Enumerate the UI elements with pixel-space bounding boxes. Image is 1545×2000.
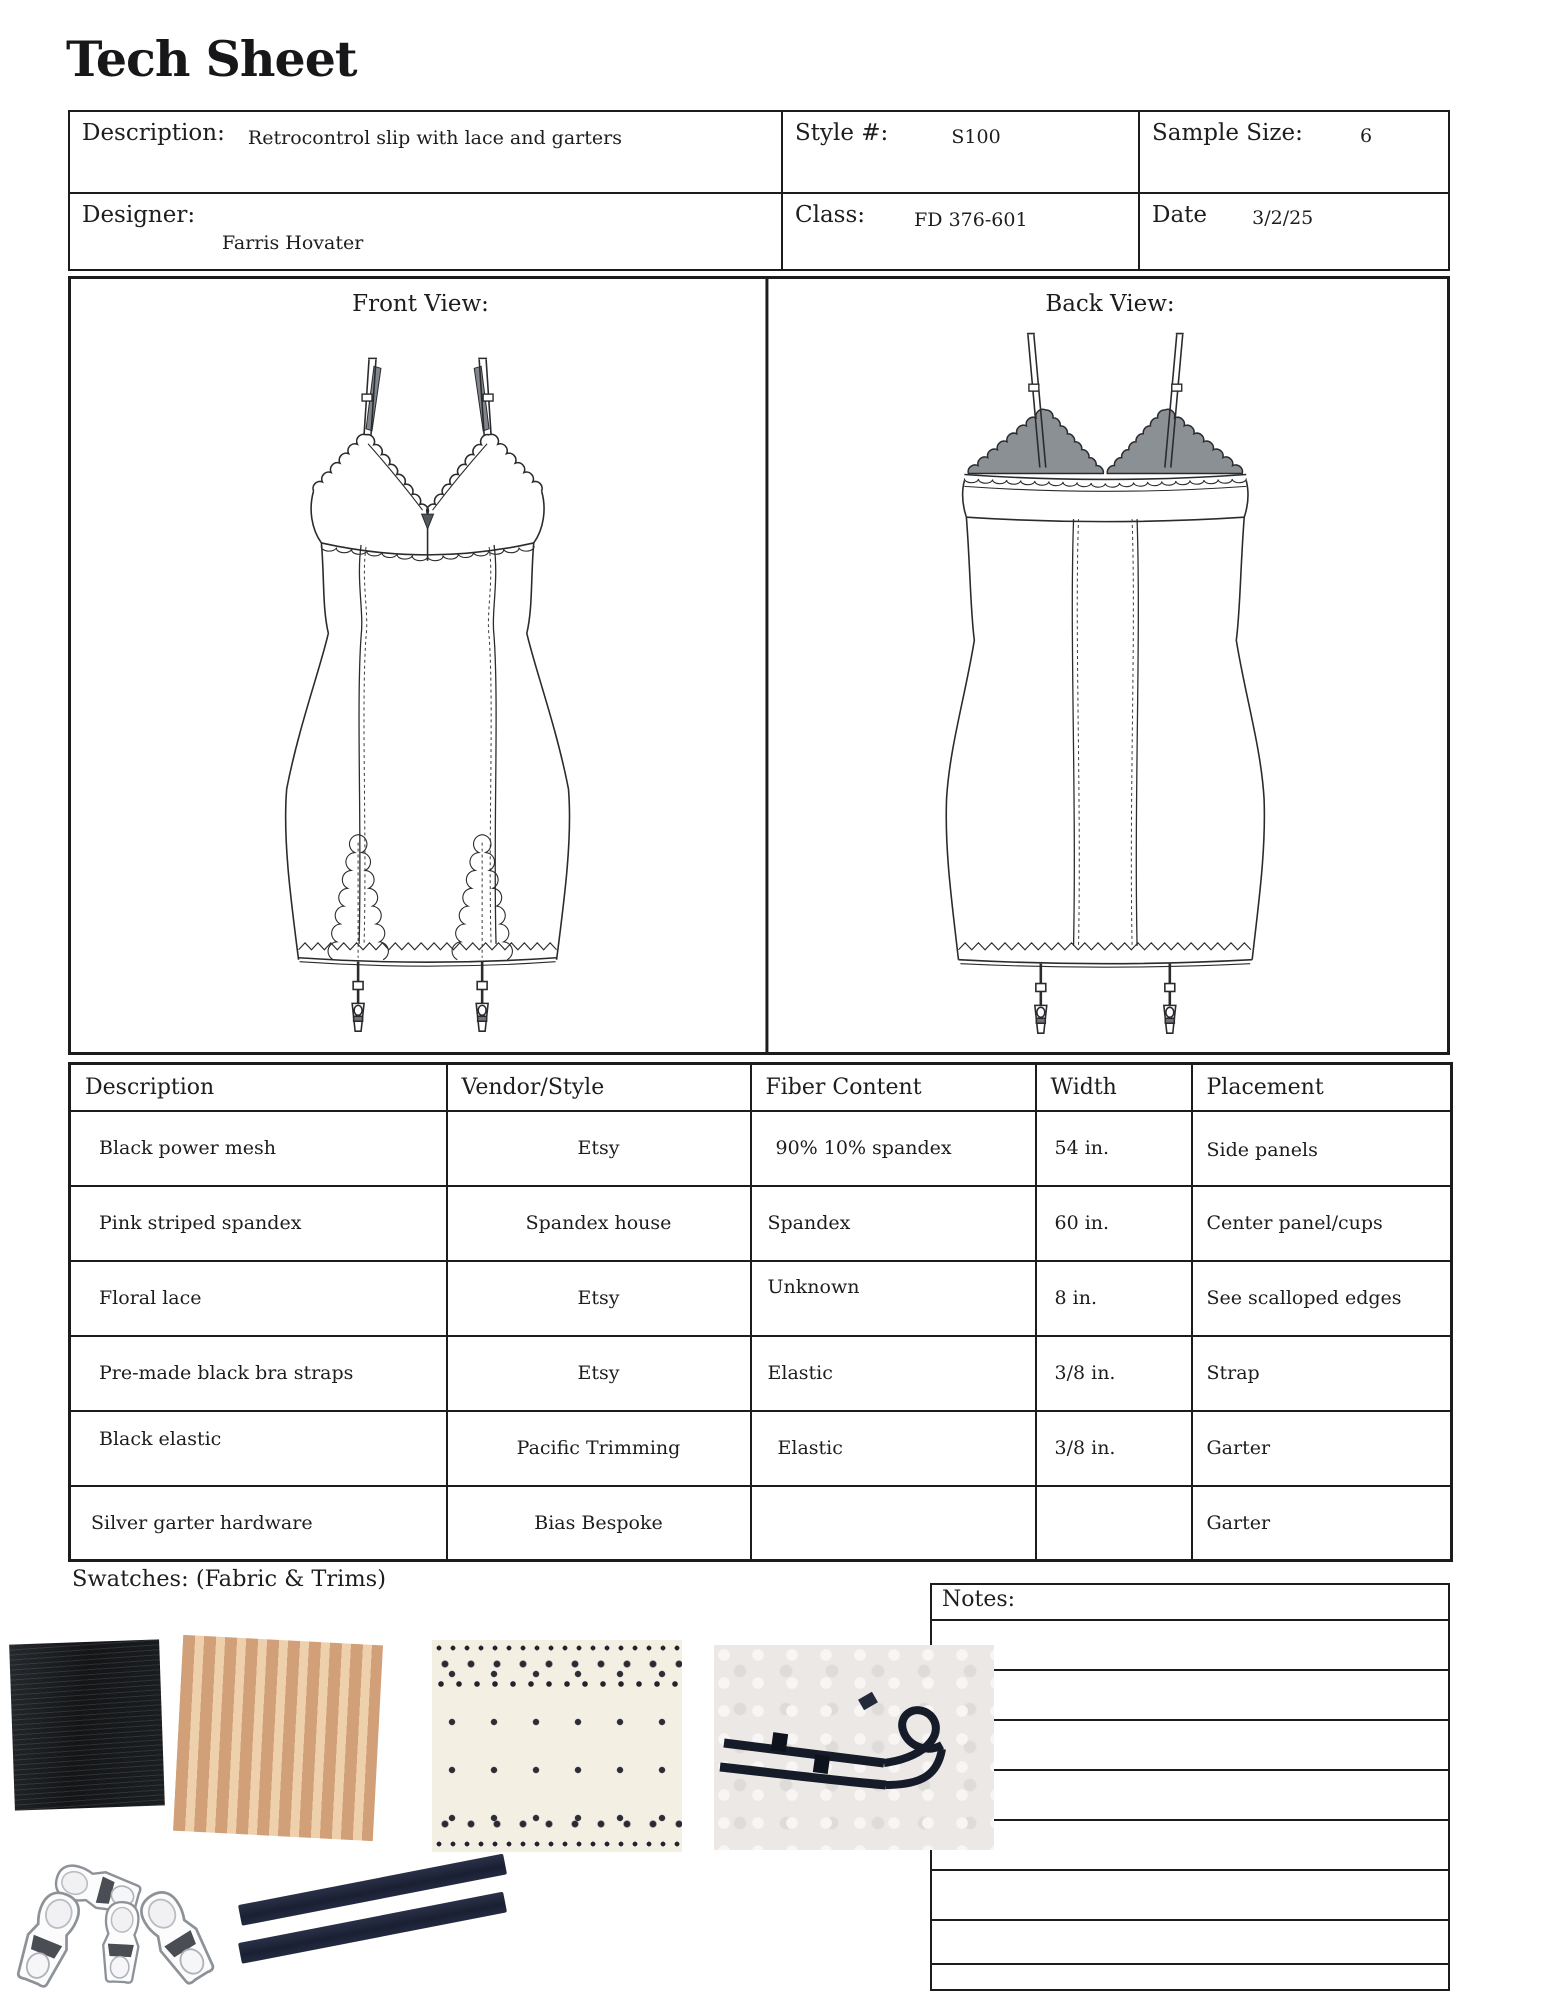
cell-vendor: Etsy: [447, 1261, 751, 1336]
col-header-placement: Placement: [1192, 1064, 1452, 1111]
class-label: Class:: [795, 202, 866, 228]
sample-size-field: [1138, 112, 1448, 192]
notes-line: [932, 1919, 1448, 1963]
style-number-value: S100: [951, 126, 1001, 148]
materials-table: [68, 1062, 1453, 1562]
cell-fiber: Elastic: [751, 1336, 1036, 1411]
cell-fiber: 90% 10% spandex: [751, 1111, 1036, 1186]
description-label: Description:: [82, 120, 225, 146]
swatch-black-floral-lace: [432, 1640, 682, 1852]
swatch-black-straps-on-fur: [714, 1645, 994, 1850]
notes-line: [932, 1963, 1448, 1989]
cell-width: 3/8 in.: [1036, 1336, 1192, 1411]
col-header-vendor: Vendor/Style: [447, 1064, 751, 1111]
description-field: [70, 112, 781, 192]
technical-drawing-section: [68, 276, 1450, 1055]
back-garment-drawing: [946, 334, 1264, 1034]
cell-description: Pre-made black bra straps: [70, 1336, 447, 1411]
header-row-1: [70, 112, 1448, 194]
cell-description: Black elastic: [70, 1411, 447, 1486]
table-row: [70, 1411, 1452, 1486]
cell-width: 60 in.: [1036, 1186, 1192, 1261]
designer-field: [70, 194, 781, 269]
garter-strap: [1035, 964, 1047, 1033]
garter-strap: [352, 962, 364, 1031]
cell-placement: Garter: [1192, 1486, 1452, 1561]
notes-box: [930, 1583, 1450, 1991]
page-title: Tech Sheet: [66, 30, 357, 88]
table-row: [70, 1186, 1452, 1261]
notes-line: [932, 1869, 1448, 1919]
date-value: 3/2/25: [1252, 207, 1314, 229]
notes-label: Notes:: [942, 1587, 1016, 1612]
swatch-black-power-mesh: [9, 1639, 165, 1810]
cell-fiber: [751, 1486, 1036, 1561]
cell-placement: Strap: [1192, 1336, 1452, 1411]
swatches-section-label: Swatches: (Fabric & Trims): [72, 1566, 387, 1592]
cell-fiber: Elastic: [751, 1411, 1036, 1486]
col-header-description: Description: [70, 1064, 447, 1111]
notes-line: [932, 1719, 1448, 1769]
cell-placement: See scalloped edges: [1192, 1261, 1452, 1336]
cell-description: Black power mesh: [70, 1111, 447, 1186]
class-field: [781, 194, 1138, 269]
cell-vendor: Bias Bespoke: [447, 1486, 751, 1561]
garment-flat-drawing: [71, 279, 1447, 1052]
col-header-fiber: Fiber Content: [751, 1064, 1036, 1111]
class-value: FD 376-601: [914, 209, 1028, 231]
front-view-title: Front View:: [352, 291, 489, 317]
cell-placement: Center panel/cups: [1192, 1186, 1452, 1261]
designer-value: Farris Hovater: [222, 232, 364, 254]
sample-size-label: Sample Size:: [1152, 120, 1303, 146]
cell-width: 8 in.: [1036, 1261, 1192, 1336]
notes-line: [932, 1619, 1448, 1669]
cell-vendor: Spandex house: [447, 1186, 751, 1261]
materials-header-row: [70, 1064, 1452, 1111]
description-value: Retrocontrol slip with lace and garters: [247, 127, 622, 149]
cell-vendor: Etsy: [447, 1336, 751, 1411]
cell-placement: Side panels: [1192, 1111, 1452, 1186]
cell-width: 54 in.: [1036, 1111, 1192, 1186]
back-view-title: Back View:: [1045, 291, 1175, 317]
notes-line: [932, 1819, 1448, 1869]
notes-line: [932, 1769, 1448, 1819]
table-row: [70, 1111, 1452, 1186]
black-straps-photo-detail: [714, 1645, 994, 1850]
garter-strap: [476, 962, 488, 1031]
cell-width: [1036, 1486, 1192, 1561]
date-field: [1138, 194, 1448, 269]
cell-description: Floral lace: [70, 1261, 447, 1336]
table-row: [70, 1336, 1452, 1411]
date-label: Date: [1152, 202, 1208, 228]
header-row-2: [70, 194, 1448, 269]
cell-description: Pink striped spandex: [70, 1186, 447, 1261]
cell-fiber: Spandex: [751, 1186, 1036, 1261]
garter-clip-photo: [5, 1882, 93, 1995]
style-number-label: Style #:: [795, 120, 889, 146]
cell-fiber: Unknown: [751, 1261, 1036, 1336]
table-row: [70, 1486, 1452, 1561]
notes-line: [932, 1669, 1448, 1719]
cell-vendor: Pacific Trimming: [447, 1411, 751, 1486]
table-row: [70, 1261, 1452, 1336]
col-header-width: Width: [1036, 1064, 1192, 1111]
front-garment-drawing: [286, 358, 570, 1031]
cell-description: Silver garter hardware: [70, 1486, 447, 1561]
style-number-field: [781, 112, 1138, 192]
swatch-pink-striped-spandex: [173, 1635, 383, 1841]
sample-size-value: 6: [1359, 125, 1373, 147]
garter-strap: [1164, 964, 1176, 1033]
cell-placement: Garter: [1192, 1411, 1452, 1486]
designer-label: Designer:: [82, 202, 196, 228]
cell-width: 3/8 in.: [1036, 1411, 1192, 1486]
cell-vendor: Etsy: [447, 1111, 751, 1186]
header-table: [68, 110, 1450, 271]
